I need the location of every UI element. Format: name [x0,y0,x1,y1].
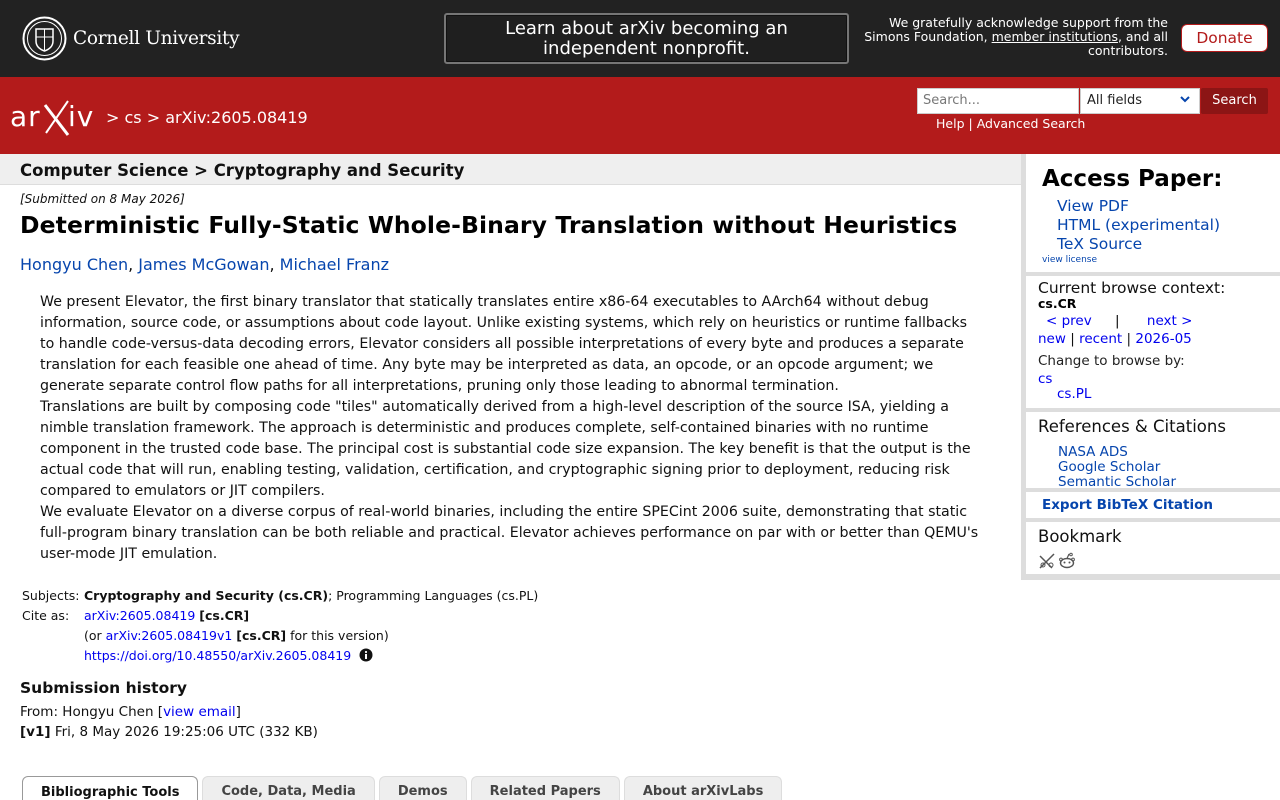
tab-demos[interactable]: Demos [379,776,467,800]
abstract [40,292,985,565]
cite-version-link[interactable]: arXiv:2605.08419v1 [105,628,233,643]
change-browse-label: Change to browse by: [1038,353,1185,369]
from-suffix: ] [235,704,241,720]
breadcrumb-paper-id: arXiv:2605.08419 [165,108,308,127]
breadcrumb-cs[interactable]: cs [124,108,142,127]
metadata-table [22,588,538,668]
donate-button[interactable]: Donate [1181,24,1268,52]
view-license-link[interactable]: view license [1042,255,1098,265]
chevron-down-icon [1179,93,1191,105]
bibsonomy-icon[interactable] [1038,552,1056,570]
cornell-seal-icon [22,16,67,61]
prev-next-sep: | [1115,313,1120,329]
semantic-scholar-link[interactable]: Semantic Scholar [1058,474,1176,490]
month-link[interactable]: 2026-05 [1135,331,1192,347]
search-button[interactable]: Search [1201,88,1268,114]
support-text-end: , and all contributors. [1088,29,1168,58]
listing-sep: | [1126,331,1132,347]
abstract-paragraph: We evaluate Elevator on a diverse corpus of real-world binaries, including the entire SPECint 2006 suite, demonstrating that static full-program binary translation can be both reliable and practical. Elevator achieves performance on par with or better than QEMU's user-mode JIT emulation. [40,504,979,562]
version-details: Fri, 8 May 2026 19:25:06 UTC (332 KB) [50,724,318,740]
access-heading: Access Paper: [1042,166,1223,192]
subject-header [0,154,1021,185]
recent-link[interactable]: recent [1079,331,1123,347]
browse-category: cs.CR [1038,296,1077,311]
nonprofit-banner-button[interactable]: Learn about arXiv becoming an independent nonprofit. [444,13,849,64]
info-icon[interactable] [359,648,373,662]
prev-link[interactable]: < prev [1046,313,1092,329]
subject-header-text: Computer Science > Cryptography and Security [20,161,465,180]
author-list: Hongyu Chen, James McGowan, Michael Franz [20,255,389,274]
primary-subject: Cryptography and Security (cs.CR) [84,588,329,603]
reddit-icon[interactable] [1058,552,1076,570]
bookmark-heading: Bookmark [1038,527,1122,546]
google-scholar-link[interactable]: Google Scholar [1058,459,1161,475]
abstract-paragraph: Translations are built by composing code "tiles" automatically derived from a high-level description of the source ISA, yielding a nimble translation framework. The approach is deterministic and produces complete, self-contained binaries with no runtime component in the trusted code base. The principal cost is substantial code size expansion. The key benefit is that the output is the actual code that will run, enabling testing, validation, certification, and cryptographic signing prior to deployment, reducing risk compared to emulators or JIT compilers. [40,399,971,499]
submission-date: [Submitted on 8 May 2026] [20,192,185,206]
cite-version-cat: [cs.CR] [236,628,287,643]
tab-code-data-media[interactable]: Code, Data, Media [202,776,374,800]
html-link[interactable]: HTML (experimental) [1057,216,1220,234]
support-acknowledgement [860,16,1168,58]
tab-related-papers[interactable]: Related Papers [471,776,620,800]
submitter [20,704,241,720]
version-label: [v1] [20,724,51,740]
svg-text:ar: ar [10,100,41,133]
arxiv-logo-icon[interactable] [10,97,102,137]
sidebar [1021,154,1280,580]
cite-cat: [cs.CR] [199,608,250,623]
browse-cs-link[interactable]: cs [1038,371,1053,387]
tab-bibliographic-tools[interactable]: Bibliographic Tools [22,776,198,800]
cornell-name: Cornell University [73,28,240,49]
export-bibtex-link[interactable]: Export BibTeX Citation [1042,497,1214,513]
svg-text:iv: iv [68,100,95,133]
subjects-label: Subjects: [22,588,80,603]
from-prefix: From: Hongyu Chen [ [20,704,164,720]
nasa-ads-link[interactable]: NASA ADS [1058,444,1128,460]
or-prefix: (or [84,628,106,643]
abstract-paragraph: We present Elevator, the first binary translator that statically translates entire x86-64 executables to AArch64 without debug information, source code, or assumptions about code layout. Unlike existing systems, which rely on heuristics or runtime fallbacks to handle code-versus-data decoding errors, Elevator considers all possible interpretations of every byte and produces a separate translation for each feasible one ahead of time. Any byte may be interpreted as data, an opcode, or an opcode argument; we generate separate control flow paths for all interpretations, pruning only those leading to abnormal termination. [40,294,968,394]
browse-context-box [1026,276,1280,408]
tex-source-link[interactable]: TeX Source [1057,235,1143,253]
author-link[interactable]: James McGowan [138,255,270,274]
advanced-search-link[interactable]: Advanced Search [976,116,1086,131]
version-entry [20,724,318,740]
support-text: We gratefully acknowledge support from the Simons Foundation, [864,15,1168,44]
view-pdf-link[interactable]: View PDF [1057,197,1129,215]
access-paper-box [1026,154,1280,272]
cite-label: Cite as: [22,608,70,623]
search-field-select[interactable] [1080,88,1200,114]
bibtex-box [1026,492,1280,518]
listing-sep: | [1070,331,1075,347]
secondary-subject: ; Programming Languages (cs.PL) [328,588,539,603]
paper-title: Deterministic Fully-Static Whole-Binary Translation without Heuristics [20,211,958,239]
cornell-logo[interactable] [22,16,239,61]
help-link[interactable]: Help [936,116,965,131]
view-email-link[interactable]: view email [163,704,236,720]
references-heading: References & Citations [1038,417,1226,436]
prev-next-row [1046,313,1192,329]
author-link[interactable]: Michael Franz [279,255,389,274]
cite-id-link[interactable]: arXiv:2605.08419 [84,608,196,623]
breadcrumb-sep: > [146,108,161,127]
labs-tabs [22,776,786,800]
breadcrumb [106,108,308,127]
or-suffix: for this version) [286,628,389,643]
author-link[interactable]: Hongyu Chen [20,255,129,274]
top-banner [0,0,1280,77]
browse-cspl-link[interactable]: cs.PL [1057,386,1092,402]
member-institutions-link[interactable]: member institutions [991,29,1118,44]
tab-about-arxivlabs[interactable]: About arXivLabs [624,776,783,800]
search-input[interactable]: Search... [917,88,1079,114]
next-link[interactable]: next > [1146,313,1193,329]
references-box [1026,412,1280,488]
new-link[interactable]: new [1038,331,1066,347]
help-links [936,116,1085,131]
listing-row [1038,331,1192,347]
browse-heading: Current browse context: [1038,279,1226,297]
breadcrumb-sep: > [106,108,120,127]
doi-link[interactable]: https://doi.org/10.48550/arXiv.2605.08419 [84,648,352,663]
help-sep: | [968,116,973,131]
search-field-value: All fields [1087,93,1143,108]
submission-history-heading: Submission history [20,679,187,697]
bookmark-box [1026,522,1280,574]
